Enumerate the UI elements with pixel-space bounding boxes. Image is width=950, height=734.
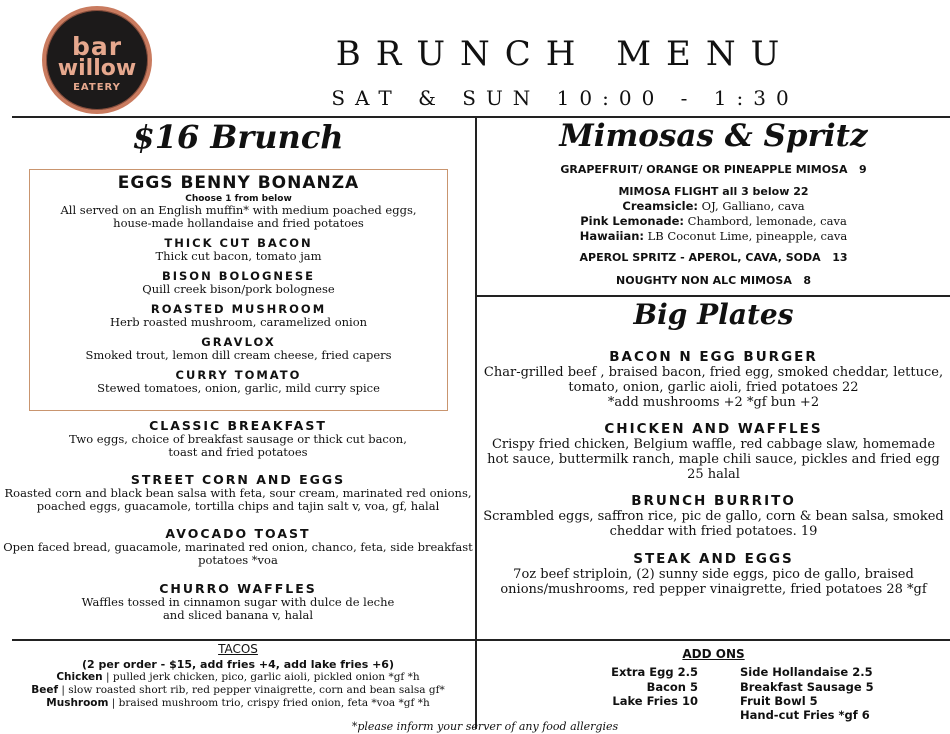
benny-option-desc: Thick cut bacon, tomato jam [155, 249, 322, 263]
big-plate-desc: Char-grilled beef , braised bacon, fried egg, smoked cheddar, lettuce, [483, 365, 944, 380]
brunch-item [0, 418, 476, 459]
flight-item-desc: Chambord, lemonade, cava [684, 214, 847, 228]
big-plate-name: STEAK AND EGGS [633, 551, 794, 567]
brunch-item-desc: potatoes *voa [198, 553, 278, 567]
flight-item-name: Hawaiian: [579, 229, 644, 243]
brunch-item-desc: Waffles tossed in cinnamon sugar with dulce de leche [81, 595, 395, 609]
benny-heading: EGGS BENNY BONANZA [117, 173, 360, 193]
big-plate-item [477, 493, 950, 539]
logo-text-bar: bar [71, 32, 123, 61]
brunch-item-name: CLASSIC BREAKFAST [149, 418, 327, 433]
mimosa-flight: MIMOSA FLIGHT all 3 below 22 [618, 185, 809, 198]
big-plate-desc: cheddar with fried potatoes. 19 [609, 524, 818, 539]
brunch-item-name: CHURRO WAFFLES [159, 581, 317, 596]
big-plate-item [477, 349, 950, 410]
benny-choose: Choose 1 from below [185, 194, 292, 204]
mimosas-heading: Mimosas & Spritz [559, 118, 868, 154]
addon-item: Side Hollandaise 2.5 [740, 665, 873, 679]
benny-option-name: BISON BOLOGNESE [161, 269, 316, 283]
mimosas-list [477, 162, 950, 288]
logo-text-eatery: EATERY [73, 82, 121, 93]
non-alc-price: 8 [803, 274, 811, 287]
mimosa-line [477, 162, 950, 177]
brunch-item-desc: and sliced banana v, halal [162, 608, 314, 622]
brunch-heading: $16 Brunch [132, 118, 344, 156]
brunch-item [0, 581, 476, 622]
flight-item-name: Pink Lemonade: [580, 214, 685, 228]
tacos-section [0, 642, 476, 710]
taco-name: Chicken [56, 671, 103, 683]
brunch-item-desc: Open faced bread, guacamole, marinated red onion, chanco, feta, side breakfast [3, 540, 473, 554]
big-plate-desc: 7oz beef striploin, (2) sunny side eggs, pico de gallo, braised [513, 567, 914, 582]
big-plate-name: CHICKEN AND WAFFLES [604, 421, 823, 437]
brunch-item [0, 526, 476, 567]
non-alc-label: NOUGHTY NON ALC MIMOSA [616, 274, 792, 287]
taco-row [0, 671, 476, 684]
spritz-line [477, 250, 950, 265]
taco-desc: | pulled jerk chicken, pico, garlic aioli, pickled onion *gf *h [102, 671, 420, 683]
addon-item: Fruit Bowl 5 [740, 694, 818, 708]
big-plate-desc: Scrambled eggs, saffron rice, pic de gallo, corn & bean salsa, smoked [483, 509, 944, 524]
addon-item: Lake Fries 10 [612, 694, 698, 708]
allergy-note: *please inform your server of any food allergies [351, 720, 619, 733]
brunch-item [0, 472, 476, 513]
big-plate-name: BACON N EGG BURGER [609, 349, 818, 365]
flight-item-desc: LB Coconut Lime, pineapple, cava [644, 229, 848, 243]
big-plate-name: BRUNCH BURRITO [631, 493, 796, 509]
mimosa-divider [476, 295, 950, 297]
addon-item: Hand-cut Fries *gf 6 [740, 708, 870, 722]
benny-option-name: ROASTED MUSHROOM [150, 302, 327, 316]
footer-divider [12, 639, 950, 641]
eggs-benny-box [29, 169, 448, 411]
big-plates-heading: Big Plates [633, 298, 794, 331]
flight-item [477, 199, 950, 214]
brunch-item-desc: poached eggs, guacamole, tortilla chips and tajin salt v, voa, gf, halal [36, 499, 440, 513]
non-alc-line [477, 273, 950, 288]
mimosa-label: GRAPEFRUIT/ ORANGE OR PINEAPPLE MIMOSA [560, 163, 848, 176]
flight-item [477, 229, 950, 244]
big-plate-desc: Crispy fried chicken, Belgium waffle, red cabbage slaw, homemade [491, 437, 936, 452]
big-plate-desc: tomato, onion, garlic aioli, fried potatoes 22 [568, 380, 859, 395]
big-plate-desc: 25 halal [687, 467, 740, 482]
big-plate-item [477, 421, 950, 482]
big-plate-item [477, 551, 950, 597]
benny-desc-line1: All served on an English muffin* with medium poached eggs, [60, 203, 417, 217]
logo-text-willow: willow [57, 56, 137, 81]
flight-item [477, 214, 950, 229]
brunch-item-name: AVOCADO TOAST [165, 526, 311, 541]
flight-item-name: Creamsicle: [622, 199, 699, 213]
brunch-item-desc: toast and fried potatoes [168, 445, 308, 459]
big-plate-desc: onions/mushrooms, red pepper vinaigrette, fried potatoes 28 *gf [500, 582, 927, 597]
big-plate-desc: *add mushrooms +2 *gf bun +2 [607, 395, 820, 410]
tacos-pricing: (2 per order - $15, add fries +4, add lake fries +6) [82, 658, 394, 671]
hours: SAT & SUN 10:00 - 1:30 [331, 86, 799, 110]
benny-option-desc: Smoked trout, lemon dill cream cheese, fried capers [85, 348, 392, 362]
benny-option-name: THICK CUT BACON [164, 236, 313, 250]
taco-name: Mushroom [46, 697, 109, 709]
mimosa-price: 9 [859, 163, 867, 176]
taco-row [0, 684, 476, 697]
taco-row [0, 697, 476, 710]
tacos-heading: TACOS [218, 642, 258, 656]
benny-desc-line2: house-made hollandaise and fried potatoes [113, 216, 364, 230]
spritz-price: 13 [832, 251, 848, 264]
page-title: BRUNCH MENU [335, 34, 795, 74]
taco-desc: | slow roasted short rib, red pepper vinaigrette, corn and bean salsa gf* [58, 684, 445, 696]
brunch-item-desc: Two eggs, choice of breakfast sausage or thick cut bacon, [69, 432, 407, 446]
benny-option-desc: Stewed tomatoes, onion, garlic, mild curry spice [97, 381, 380, 395]
addon-item: Bacon 5 [646, 680, 698, 694]
addon-item: Extra Egg 2.5 [611, 665, 698, 679]
taco-desc: | braised mushroom trio, crispy fried onion, feta *voa *gf *h [108, 697, 430, 709]
addon-item: Breakfast Sausage 5 [740, 680, 874, 694]
logo [42, 6, 152, 114]
taco-name: Beef [31, 684, 59, 696]
benny-option-name: CURRY TOMATO [175, 368, 302, 382]
brunch-item-desc: Roasted corn and black bean salsa with feta, sour cream, marinated red onions, [4, 486, 472, 500]
flight-item-desc: OJ, Galliano, cava [698, 199, 805, 213]
spritz-label: APEROL SPRITZ - APEROL, CAVA, SODA [579, 251, 821, 264]
big-plate-desc: hot sauce, buttermilk ranch, maple chili sauce, pickles and fried egg [487, 452, 940, 467]
benny-option-name: GRAVLOX [201, 335, 276, 349]
addons-heading: ADD ONS [682, 647, 745, 661]
benny-option-desc: Herb roasted mushroom, caramelized onion [109, 315, 368, 329]
benny-option-desc: Quill creek bison/pork bolognese [142, 282, 335, 296]
brunch-item-name: STREET CORN AND EGGS [130, 472, 346, 487]
